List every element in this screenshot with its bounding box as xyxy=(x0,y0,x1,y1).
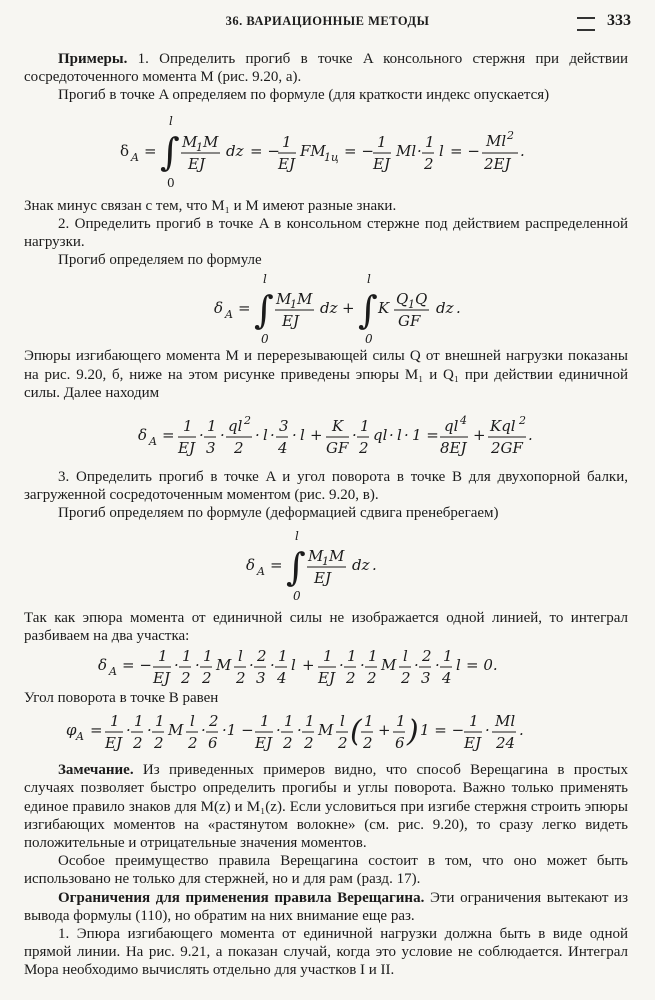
svg-text:2: 2 xyxy=(202,669,212,688)
svg-text:EJ: EJ xyxy=(255,734,272,753)
svg-text:ql: ql xyxy=(444,417,459,436)
running-title: 36. ВАРИАЦИОННЫЕ МЕТОДЫ xyxy=(225,14,430,28)
limitations-label: Ограничения для применения правила Верещагина. xyxy=(58,889,425,906)
svg-text:1: 1 xyxy=(290,298,297,312)
svg-text:M: M xyxy=(318,721,334,740)
svg-text:Kql: Kql xyxy=(490,417,516,436)
svg-text:·: · xyxy=(174,656,179,675)
svg-text:l: l xyxy=(439,141,444,160)
svg-text:=: = xyxy=(270,555,283,574)
svg-text:0: 0 xyxy=(261,332,269,347)
svg-text:EJ: EJ xyxy=(188,154,205,173)
svg-text:Q: Q xyxy=(396,290,409,309)
svg-text:+: + xyxy=(342,299,355,318)
svg-text:FM: FM xyxy=(300,141,326,160)
svg-text:l: l xyxy=(295,528,299,543)
svg-text:1 = −: 1 = − xyxy=(420,721,465,740)
svg-text:Ml: Ml xyxy=(486,131,507,150)
svg-text:A: A xyxy=(109,665,117,679)
examples-label: Примеры. xyxy=(58,51,128,67)
svg-text:δ: δ xyxy=(138,426,148,445)
svg-text:EJ: EJ xyxy=(464,734,481,753)
paragraph-formula-intro-2: Прогиб определяем по формуле xyxy=(58,252,262,269)
body-text xyxy=(24,50,628,980)
svg-text:EJ: EJ xyxy=(314,568,331,587)
svg-text:2: 2 xyxy=(181,669,191,688)
svg-text:= −: = − xyxy=(250,141,280,160)
svg-text:1: 1 xyxy=(260,712,270,731)
svg-text:M: M xyxy=(216,656,232,675)
svg-text:1: 1 xyxy=(110,712,120,731)
svg-text:·: · xyxy=(276,721,281,740)
svg-text:·: · xyxy=(195,656,200,675)
svg-text:=: = xyxy=(238,299,251,318)
svg-text:M: M xyxy=(329,546,345,565)
svg-text:·: · xyxy=(147,721,152,740)
svg-text:EJ: EJ xyxy=(105,734,122,753)
svg-text:2: 2 xyxy=(188,734,198,753)
svg-text:·: · xyxy=(249,656,254,675)
svg-text:δ: δ xyxy=(98,656,108,675)
svg-text:EJ: EJ xyxy=(318,669,335,688)
svg-text:.: . xyxy=(528,426,533,445)
svg-text:GF: GF xyxy=(326,439,349,458)
svg-text:+: + xyxy=(302,656,315,675)
svg-text:3: 3 xyxy=(279,417,289,436)
svg-text:1: 1 xyxy=(425,132,435,151)
paragraph-example-1: Примеры. 1. Определить прогиб в точке A консольного стержня при действии сосредоточенного момента M (рис. 9.20, а). xyxy=(24,51,628,86)
paragraph-diagrams: Эпюры изгибающего момента M и перерезывающей силы Q от внешней нагрузки показаны на рис. 9.20, б, ниже на этом рисунке приведены эпюры M₁ и Q₁ при действии единичной силы. Далее находим xyxy=(24,348,628,401)
svg-text:+: + xyxy=(473,426,486,445)
svg-text:4: 4 xyxy=(278,439,288,458)
svg-text:4: 4 xyxy=(442,669,452,688)
svg-text:·1 −: ·1 − xyxy=(222,721,254,740)
svg-text:1 =: 1 = xyxy=(412,426,439,445)
svg-text:A: A xyxy=(225,308,233,322)
svg-text:l: l xyxy=(367,272,371,287)
svg-text:1: 1 xyxy=(155,712,165,731)
svg-text:1: 1 xyxy=(183,417,193,436)
paragraph-formula-intro-3: Прогиб определяем по формуле (деформацией сдвига пренебрегаем) xyxy=(58,505,499,522)
paragraph-remark: Замечание. Из приведенных примеров видно, что способ Верещагина в простых случаях позволяет быстро определить прогибы и углы поворота. Важно только применять единое правило знаков для M(z) и M₁(z). Если условиться при изгибе стержня строить эпюры изгибающих моментов на «растянутом волокне» (см. рис. 9.20), то сразу легко видеть положительные и отрицательные значения моментов. xyxy=(24,762,628,852)
svg-text:2: 2 xyxy=(209,712,219,731)
svg-text:A: A xyxy=(149,435,157,449)
svg-text:2: 2 xyxy=(257,647,267,666)
svg-text:1: 1 xyxy=(408,298,415,312)
svg-text:EJ: EJ xyxy=(373,154,390,173)
formula-6-svg xyxy=(46,707,606,757)
paragraph-advantage: Особое преимущество правила Верещагина состоит в том, что оно может быть использовано не только для стержней, но и для рам (разд. 17). xyxy=(24,853,628,888)
svg-text:1: 1 xyxy=(134,712,144,731)
paragraph-formula-intro: Прогиб в точке A определяем по формуле (для краткости индекс опускается) xyxy=(58,87,550,104)
remark-label: Замечание. xyxy=(58,762,134,779)
svg-text:1: 1 xyxy=(196,140,203,154)
svg-text:1: 1 xyxy=(282,132,292,151)
svg-text:ql: ql xyxy=(373,426,388,445)
svg-text:.: . xyxy=(456,299,461,318)
svg-text:l: l xyxy=(263,272,267,287)
svg-text:2: 2 xyxy=(133,734,143,753)
svg-text:2: 2 xyxy=(424,154,434,173)
svg-text:l: l xyxy=(263,426,268,445)
svg-text:·: · xyxy=(485,721,490,740)
svg-text:3: 3 xyxy=(206,439,216,458)
formula-deflection-moment xyxy=(24,105,628,197)
svg-text:·: · xyxy=(404,426,409,445)
svg-text:=: = xyxy=(144,141,157,160)
svg-text:A: A xyxy=(76,730,84,744)
svg-text:4: 4 xyxy=(460,414,467,428)
svg-text:2: 2 xyxy=(507,128,514,142)
svg-text:EJ: EJ xyxy=(153,669,170,688)
svg-text:K: K xyxy=(332,417,344,436)
svg-text:·: · xyxy=(255,426,260,445)
svg-text:1: 1 xyxy=(443,647,453,666)
svg-text:1: 1 xyxy=(364,712,374,731)
formula-5-svg xyxy=(66,645,586,689)
svg-text:2: 2 xyxy=(401,669,411,688)
svg-text:A: A xyxy=(257,564,265,578)
svg-text:3: 3 xyxy=(421,669,431,688)
svg-text:EJ: EJ xyxy=(178,439,195,458)
page-number: 333 xyxy=(607,12,631,29)
svg-text:·: · xyxy=(417,141,422,160)
svg-text:= 0.: = 0. xyxy=(466,656,498,675)
svg-text:1: 1 xyxy=(182,647,192,666)
svg-text:=: = xyxy=(162,426,175,445)
svg-text:M: M xyxy=(168,721,184,740)
svg-text:·: · xyxy=(199,426,204,445)
svg-text:l: l xyxy=(190,712,195,731)
svg-text:δ: δ xyxy=(214,299,224,318)
svg-text:4: 4 xyxy=(277,669,287,688)
svg-text:0: 0 xyxy=(167,175,175,190)
paragraph-rotation-angle: Угол поворота в точке B равен xyxy=(24,690,219,707)
svg-text:3: 3 xyxy=(256,669,266,688)
svg-text:2: 2 xyxy=(236,669,246,688)
svg-text:Ml: Ml xyxy=(495,712,516,731)
svg-text:.: . xyxy=(519,721,524,740)
svg-text:+: + xyxy=(378,721,391,740)
svg-text:·: · xyxy=(270,426,275,445)
svg-text:2: 2 xyxy=(283,734,293,753)
svg-text:2: 2 xyxy=(346,669,356,688)
svg-text:1: 1 xyxy=(347,647,357,666)
formula-4-svg xyxy=(226,528,426,604)
formula-deflection-result xyxy=(24,402,628,468)
formula-2-svg xyxy=(176,271,476,345)
svg-text:= −: = − xyxy=(122,656,152,675)
svg-text:K: K xyxy=(378,299,390,318)
svg-text:·: · xyxy=(270,656,275,675)
svg-text:δ: δ xyxy=(120,141,130,160)
svg-text:·: · xyxy=(201,721,206,740)
svg-text:1: 1 xyxy=(158,647,168,666)
svg-text:1: 1 xyxy=(207,417,217,436)
svg-text:2GF: 2GF xyxy=(491,439,523,458)
svg-text:8EJ: 8EJ xyxy=(440,439,467,458)
svg-text:l: l xyxy=(456,656,461,675)
ornament-mark xyxy=(577,17,595,31)
svg-text:l: l xyxy=(169,113,173,128)
svg-text:2: 2 xyxy=(359,439,369,458)
svg-text:·: · xyxy=(220,426,225,445)
svg-text:0: 0 xyxy=(293,588,301,603)
svg-text:l: l xyxy=(238,647,243,666)
svg-text:EJ: EJ xyxy=(282,312,299,331)
svg-text:GF: GF xyxy=(398,312,421,331)
svg-text:φ: φ xyxy=(66,721,77,740)
svg-text:6: 6 xyxy=(395,734,405,753)
svg-text:1: 1 xyxy=(396,712,406,731)
svg-text:1: 1 xyxy=(203,647,213,666)
svg-text:1: 1 xyxy=(323,647,333,666)
svg-text:M: M xyxy=(182,132,198,151)
svg-text:M: M xyxy=(276,290,292,309)
svg-text:1: 1 xyxy=(368,647,378,666)
paragraph-limitations: Ограничения для применения правила Верещагина. Эти ограничения вытекают из вывода формулы (110), но обратим на них внимание еще раз. xyxy=(24,889,628,924)
svg-text:M: M xyxy=(381,656,397,675)
paragraph-example-2: 2. Определить прогиб в точке A в консольном стержне под действием распределенной нагрузки. xyxy=(24,215,628,251)
svg-text:M: M xyxy=(308,546,324,565)
svg-text:0: 0 xyxy=(365,332,373,347)
svg-text:dz: dz xyxy=(436,299,454,318)
formula-rotation xyxy=(24,707,628,757)
svg-text:l: l xyxy=(291,656,296,675)
svg-text:24: 24 xyxy=(496,734,516,753)
svg-text:): ) xyxy=(407,714,419,750)
svg-text:2: 2 xyxy=(367,669,377,688)
svg-text:·: · xyxy=(126,721,131,740)
svg-text:2EJ: 2EJ xyxy=(484,154,511,173)
formula-deflection-shear xyxy=(24,269,628,347)
svg-text:·: · xyxy=(352,426,357,445)
svg-text:·: · xyxy=(389,426,394,445)
svg-text:2: 2 xyxy=(244,414,251,428)
svg-text:A: A xyxy=(131,150,139,164)
svg-text:+: + xyxy=(310,426,323,445)
svg-text:2: 2 xyxy=(154,734,164,753)
svg-text:l: l xyxy=(403,647,408,666)
svg-text:1: 1 xyxy=(469,712,479,731)
paragraph-example-3: 3. Определить прогиб в точке A и угол поворота в точке B для двухопорной балки, загруженной сосредоточенным моментом (рис. 9.20, в). xyxy=(24,469,628,504)
svg-text:1: 1 xyxy=(360,417,370,436)
paragraph-limitation-1: 1. Эпюра изгибающего момента от единичной нагрузки должна быть в виде одной прямой линии. На рис. 9.21, а показан случай, когда это условие не соблюдается. Интеграл Мора необходимо вычислять отдельно для участков I и II. xyxy=(24,926,628,979)
svg-text:dz: dz xyxy=(352,555,370,574)
paragraph-integral-split: Так как эпюра момента от единичной силы не изображается одной линией, то интеграл разбиваем на два участка: xyxy=(24,609,628,644)
svg-text:·: · xyxy=(297,721,302,740)
svg-text:EJ: EJ xyxy=(278,154,295,173)
page-header xyxy=(0,12,655,34)
svg-text:2: 2 xyxy=(234,439,244,458)
formula-3-svg xyxy=(106,407,546,463)
svg-text:(: ( xyxy=(350,714,362,750)
svg-text:Ml: Ml xyxy=(396,141,417,160)
svg-text:1ц: 1ц xyxy=(324,150,339,164)
svg-text:l: l xyxy=(397,426,402,445)
svg-text:= −: = − xyxy=(450,141,480,160)
formula-two-segments xyxy=(24,645,628,689)
paragraph-sign-note: Знак минус связан с тем, что M₁ и M имеют разные знаки. xyxy=(24,197,397,214)
svg-text:∫: ∫ xyxy=(358,288,378,333)
svg-text:= −: = − xyxy=(344,141,374,160)
svg-text:2: 2 xyxy=(304,734,314,753)
svg-text:6: 6 xyxy=(208,734,218,753)
svg-text:·: · xyxy=(360,656,365,675)
svg-text:dz: dz xyxy=(226,141,244,160)
svg-text:ql: ql xyxy=(228,417,243,436)
svg-text:.: . xyxy=(520,141,525,160)
svg-text:·: · xyxy=(414,656,419,675)
svg-text:·: · xyxy=(292,426,297,445)
svg-text:∫: ∫ xyxy=(286,544,306,589)
svg-text:2: 2 xyxy=(363,734,373,753)
svg-text:·: · xyxy=(435,656,440,675)
svg-text:dz: dz xyxy=(320,299,338,318)
formula-deflection-bending xyxy=(24,523,628,609)
svg-text:∫: ∫ xyxy=(160,129,180,174)
svg-text:1: 1 xyxy=(322,554,329,568)
svg-text:.: . xyxy=(372,555,377,574)
svg-text:δ: δ xyxy=(246,555,256,574)
svg-text:Q: Q xyxy=(415,290,428,309)
svg-text:∫: ∫ xyxy=(254,288,274,333)
svg-text:l: l xyxy=(340,712,345,731)
svg-text:=: = xyxy=(90,721,103,740)
svg-text:1: 1 xyxy=(305,712,315,731)
svg-text:2: 2 xyxy=(422,647,432,666)
svg-text:l: l xyxy=(300,426,305,445)
formula-1-svg xyxy=(86,109,566,193)
svg-text:1: 1 xyxy=(377,132,387,151)
svg-text:M: M xyxy=(203,132,219,151)
svg-text:2: 2 xyxy=(338,734,348,753)
svg-text:M: M xyxy=(297,290,313,309)
svg-text:2: 2 xyxy=(519,414,526,428)
svg-text:1: 1 xyxy=(278,647,288,666)
svg-text:1: 1 xyxy=(284,712,294,731)
svg-text:·: · xyxy=(339,656,344,675)
